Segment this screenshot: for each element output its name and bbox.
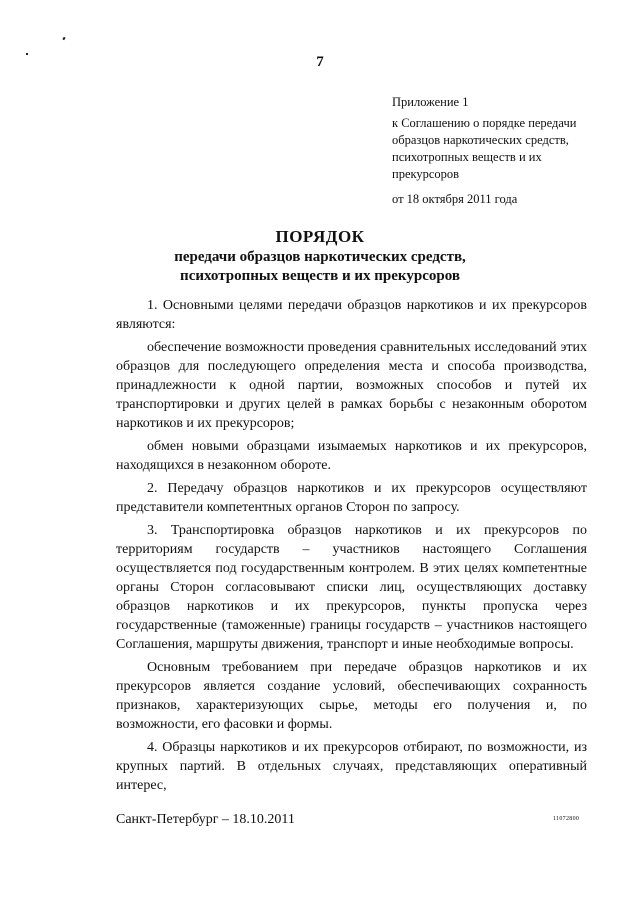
annex-line: прекурсоров <box>392 167 460 181</box>
paragraph: Основным требованием при передаче образцов наркотиков и их прекурсоров является создание условий, обеспечивающих сохранность признаков, характеризующих сырье, методы его получения и, по возможности, его фасовки и формы. <box>116 660 587 732</box>
title-main: ПОРЯДОК <box>275 227 365 246</box>
annex-block <box>392 94 612 208</box>
scan-speck <box>62 37 65 41</box>
title-subline: психотропных веществ и их прекурсоров <box>180 268 460 284</box>
paragraph: 4. Образцы наркотиков и их прекурсоров отбирают, по возможности, из крупных партий. В отдельных случаях, представляющих оперативный интерес, <box>116 740 587 793</box>
annex-date: от 18 октября 2011 года <box>392 192 518 206</box>
document-body <box>116 296 587 799</box>
paragraph: обеспечение возможности проведения сравнительных исследований этих образцов для последующего определения места и способа производства, принадлежности к одной партии, возможных способов и путей их транспортировки и других целей в рамках борьбы с незаконным оборотом наркотиков и их прекурсоров; <box>116 340 587 431</box>
paragraph: 3. Транспортировка образцов наркотиков и их прекурсоров по территориям государств – участников настоящего Соглашения осуществляется под государственным контролем. В этих целях компетентные органы Сторон согласовывают списки лиц, осуществляющих доставку образцов наркотиков и их прекурсоров, пункты пропуска через государственные (таможенные) границы государств – участников настоящего Соглашения, маршруты движения, транспорт и иные необходимые вопросы. <box>116 523 587 652</box>
paragraph: 2. Передачу образцов наркотиков и их прекурсоров осуществляют представители компетентных органов Сторон по запросу. <box>116 481 587 515</box>
footer-code: 11072800 <box>553 816 580 822</box>
annex-line: образцов наркотических средств, <box>392 133 569 147</box>
page-number: 7 <box>316 54 324 70</box>
title-subline: передачи образцов наркотических средств, <box>174 249 466 265</box>
annex-line: к Соглашению о порядке передачи <box>392 116 577 130</box>
paragraph: 1. Основными целями передачи образцов наркотиков и их прекурсоров являются: <box>116 298 587 332</box>
document-title <box>0 226 640 286</box>
annex-line: психотропных веществ и их <box>392 150 542 164</box>
annex-heading: Приложение 1 <box>392 95 469 109</box>
footer-place-date: Санкт-Петербург – 18.10.2011 <box>116 812 295 827</box>
paragraph: обмен новыми образцами изымаемых наркотиков и их прекурсоров, находящихся в незаконном обороте. <box>116 439 587 473</box>
